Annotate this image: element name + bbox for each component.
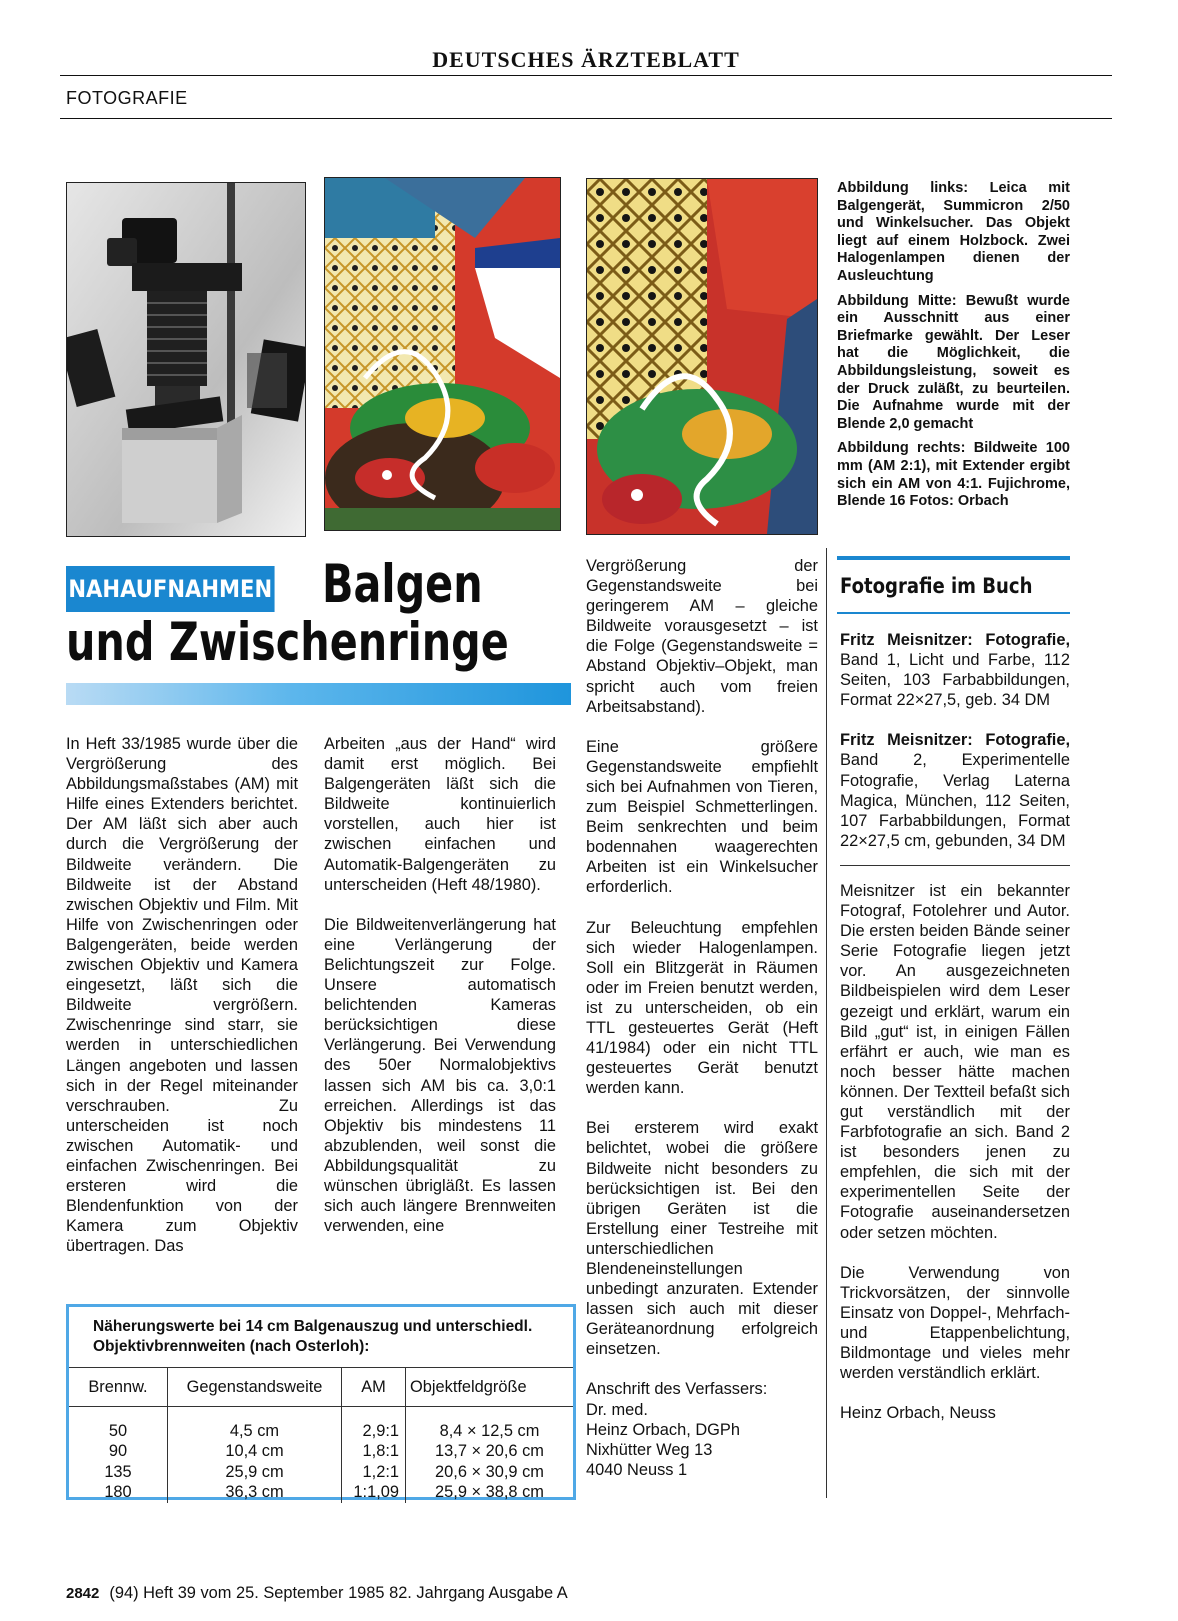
section-label: FOTOGRAFIE bbox=[66, 88, 188, 108]
masthead: DEUTSCHES ÄRZTEBLATT bbox=[432, 47, 740, 72]
book-entry-1-details: Band 1, Licht und Farbe, 112 Seiten, 103 Farbabbildungen, Format 22×27,5, geb. 34 DM bbox=[840, 651, 1070, 710]
caption-middle: Abbildung Mitte: Bewußt wurde ein Ausschnitt aus einer Briefmarke gewählt. Der Leser hat die Möglichkeit, die Abbildungsleistung, soweit es der Druck zuläßt, zu beurteilen. Die Aufnahme wurde mit der Blende 2,0 gemacht bbox=[837, 292, 1070, 432]
book-column bbox=[840, 630, 1070, 1443]
book-entry-2 bbox=[840, 730, 1070, 851]
book-entry-1-title: Fritz Meisnitzer: Fotografie, bbox=[840, 631, 1070, 649]
address-line: Nixhütter Weg 13 bbox=[586, 1440, 713, 1459]
table-header: AM bbox=[342, 1368, 406, 1407]
address-line: 4040 Neuss 1 bbox=[586, 1460, 688, 1479]
table-cell: 1,2:1 bbox=[342, 1462, 406, 1482]
table-row bbox=[69, 1407, 573, 1442]
headline-gradient-band bbox=[66, 683, 571, 705]
address-label: Anschrift des Verfassers: bbox=[586, 1380, 768, 1399]
photo-stamp-macro bbox=[586, 178, 818, 535]
caption-right: Abbildung rechts: Bildweite 100 mm (AM 2:1), mit Extender ergibt sich ein AM von 4:1. Fujichrome, Blende 16 Fotos: Orbach bbox=[837, 440, 1070, 510]
table-cell: 180 bbox=[104, 1483, 132, 1502]
book-divider bbox=[840, 865, 1070, 867]
article-paragraph: Arbeiten „aus der Hand“ wird damit erst möglich. Bei Balgengeräten läßt sich die Bildweite kontinuierlich vorstellen, auch hier ist zwischen einfachen und Automatik-Balgengeräten zu unterscheiden (Heft 48/1980). bbox=[324, 735, 556, 894]
table-cell: 25,9 cm bbox=[168, 1462, 342, 1482]
article-paragraph: Zur Beleuchtung empfehlen sich wieder Halogenlampen. Soll ein Blitzgerät in Räumen oder im Freien benutzt werden, ist zu unterscheiden, ob ein TTL gesteuertes Gerät (Heft 41/1984) oder ein nicht TTL gesteuertes Gerät benutzt werden kann. bbox=[586, 918, 818, 1098]
caption-left: Abbildung links: Leica mit Balgengerät, Summicron 2/50 und Winkelsucher. Das Objekt liegt auf einem Holzbock. Zwei Halogenlampen dienen der Ausleuchtung bbox=[837, 180, 1070, 284]
table-cell: 4,5 cm bbox=[168, 1407, 342, 1442]
table-cell: 20,6 × 30,9 cm bbox=[406, 1462, 574, 1482]
article-column-3 bbox=[586, 556, 818, 1480]
table-cell: 50 bbox=[108, 1422, 128, 1440]
article-column-1 bbox=[66, 734, 298, 1276]
table-row bbox=[69, 1441, 573, 1461]
article-paragraph: Eine größere Gegenstandsweite empfiehlt sich bei Aufnahmen von Tieren, zum Beispiel Schmetterlingen. Beim senkrechten und beim bodennahen waagerechten Arbeiten ist ein Winkelsucher erforderlich. bbox=[586, 737, 818, 897]
masthead-rule bbox=[60, 75, 1112, 76]
book-heading-bar-bottom bbox=[837, 612, 1070, 614]
article-paragraph: In Heft 33/1985 wurde über die Vergrößerung des Abbildungsmaßstabes (AM) mit Hilfe eines Extenders berichtet. Der AM läßt sich aber auch durch die Vergrößerung der Bildweite verändern. Die Bildweite ist der Abstand zwischen Objektiv und Film. Mit Hilfe von Zwischenringen oder Balgengeräten, beide werden zwischen Objektiv und Kamera eingesetzt, läßt sich die Bildweite vergrößern. Zwischenringe sind starr, sie werden in unterschiedlichen Längen angeboten und lassen sich in der Regel miteinander verschrauben. Zu unterscheiden ist noch zwischen Automatik- und einfachen Zwischenringen. Bei ersteren wird die Blendenfunktion von der Kamera zum Objektiv übertragen. Das bbox=[66, 735, 298, 1256]
book-entry-2-details: Band 2, Experimentelle Fotografie, Verlag Laterna Magica, München, 112 Seiten, 107 Farbabbildungen, Format 22×27,5 cm, gebunden, 34 DM bbox=[840, 751, 1070, 850]
table-header-row bbox=[69, 1368, 573, 1407]
table-cell: 90 bbox=[108, 1442, 128, 1461]
table-header: Objektfeldgröße bbox=[406, 1368, 574, 1407]
article-paragraph: Die Bildweitenverlängerung hat eine Verlängerung der Belichtungszeit zur Folge. Unsere automatisch belichtenden Kameras berücksichtigen diese Verlängerung. Bei Verwendung des 50er Normalobjektivs lassen sich AM bis ca. 3,0:1 erreichen. Allerdings ist das Objektiv bis mindestens 11 abzublenden, weil sonst die Abbildungsqualität zu wünschen übrigläßt. Es lassen sich auch längere Brennweiten verwenden, eine bbox=[324, 915, 556, 1236]
address-line: Dr. med. bbox=[586, 1400, 648, 1419]
table-title: Näherungswerte bei 14 cm Balgenauszug und unterschiedl. Objektivbrennweiten (nach Osterloh): bbox=[93, 1318, 533, 1355]
column-divider bbox=[826, 548, 827, 1498]
photo-captions bbox=[837, 180, 1070, 518]
headline-line2: und Zwischenringe bbox=[66, 612, 509, 673]
table-cell: 36,3 cm bbox=[168, 1482, 342, 1502]
article-paragraph: Vergrößerung der Gegenstandsweite bei geringerem AM – gleiche Bildweite vorausgesetzt – ist die Folge (Gegenstandsweite = Abstand Objektiv–Objekt, man spricht auch vom freien Arbeitsabstand). bbox=[586, 557, 818, 716]
page-number: 2842 bbox=[66, 1585, 100, 1602]
book-review-author: Heinz Orbach, Neuss bbox=[840, 1404, 996, 1423]
photo-leica-bellows bbox=[66, 182, 306, 537]
author-address bbox=[586, 1379, 818, 1479]
article-column-2 bbox=[324, 734, 556, 1256]
section-rule bbox=[60, 118, 1112, 119]
focal-length-table-box bbox=[66, 1304, 576, 1500]
table-header: Brennw. bbox=[69, 1368, 168, 1407]
table-cell: 2,9:1 bbox=[342, 1407, 406, 1442]
photo-stamp-detail bbox=[324, 177, 561, 531]
table-cell: 8,4 × 12,5 cm bbox=[406, 1407, 574, 1442]
book-review-paragraph: Die Verwendung von Trickvorsätzen, der sinnvolle Einsatz von Doppel-, Mehrfach- und Etappenbelichtung, Bildmontage und vieles mehr werden verständlich erklärt. bbox=[840, 1263, 1070, 1383]
address-line: Heinz Orbach, DGPh bbox=[586, 1420, 740, 1439]
article-paragraph: Bei ersterem wird exakt belichtet, wobei die größere Bildweite nicht besonders zu berücksichtigen ist. Bei den übrigen Geräten ist die Erstellung einer Testreihe mit unterschiedlichen Blendeneinstellungen unbedingt anzuraten. Extender lassen sich auch mit dieser Geräteanordnung erfolgreich einsetzen. bbox=[586, 1119, 818, 1359]
issue-info: (94) Heft 39 vom 25. September 1985 82. Jahrgang Ausgabe A bbox=[109, 1584, 568, 1602]
table-cell: 13,7 × 20,6 cm bbox=[406, 1441, 574, 1461]
book-heading: Fotografie im Buch bbox=[840, 574, 1033, 598]
headline-line1: Balgen bbox=[322, 554, 483, 615]
table-header: Gegenstandsweite bbox=[168, 1368, 342, 1407]
book-review-paragraph: Meisnitzer ist ein bekannter Fotograf, Fotolehrer und Autor. Die ersten beiden Bände seiner Serie Fotografie liegen jetzt vor. An ausgezeichneten Bildbeispielen wird dem Leser gezeigt und erklärt, warum ein Bild „gut“ ist, in einigen Fällen erfährt er auch, wie man es noch besser hätte machen können. Der Textteil befaßt sich gut verständlich mit der Farbfotografie an sich. Band 2 ist besonders jenen zu empfehlen, die sich mit der experimentellen Seite der Fotografie auseinandersetzen oder setzen möchten. bbox=[840, 881, 1070, 1242]
book-heading-bar-top bbox=[837, 556, 1070, 560]
table-cell: 25,9 × 38,8 cm bbox=[406, 1482, 574, 1502]
book-entry-1 bbox=[840, 630, 1070, 710]
focal-length-table bbox=[69, 1367, 573, 1503]
table-row bbox=[69, 1462, 573, 1482]
book-entry-2-title: Fritz Meisnitzer: Fotografie, bbox=[840, 731, 1070, 750]
page-footer bbox=[66, 1584, 568, 1603]
table-cell: 10,4 cm bbox=[168, 1441, 342, 1461]
table-row bbox=[69, 1482, 573, 1502]
table-cell: 1,8:1 bbox=[342, 1441, 406, 1461]
table-cell: 135 bbox=[104, 1462, 132, 1481]
kicker-badge: NAHAUFNAHMEN bbox=[66, 566, 275, 612]
table-cell: 1:1,09 bbox=[342, 1482, 406, 1502]
